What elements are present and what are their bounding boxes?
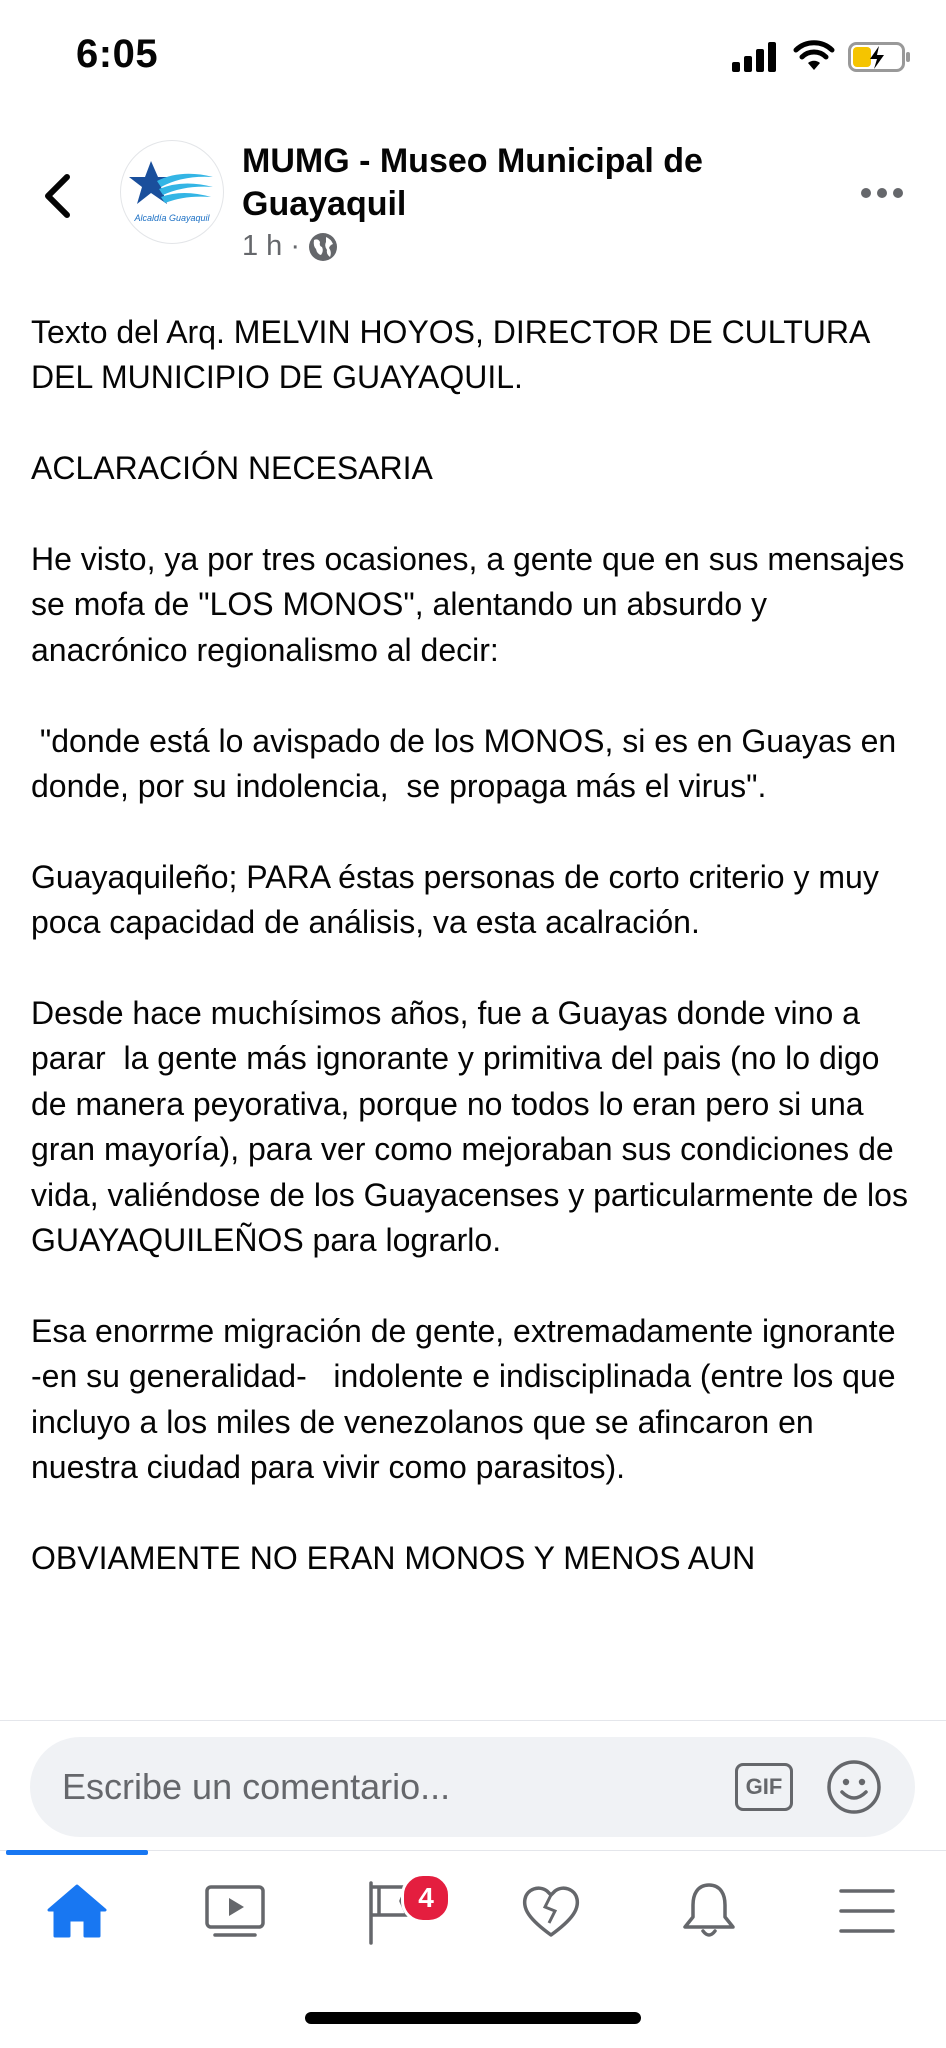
status-bar — [0, 0, 946, 110]
post-time[interactable]: 1 h — [242, 230, 283, 262]
status-time: 6:05 — [76, 32, 159, 76]
tab-home[interactable] — [27, 1871, 127, 1951]
post-paragraph: "donde está lo avispado de los MONOS, si es en Guayas en donde, por su indolencia, se propaga más el virus". — [31, 722, 906, 805]
post-paragraph: OBVIAMENTE NO ERAN MONOS Y MENOS AUN — [31, 1539, 756, 1576]
post-paragraph: Texto del Arq. MELVIN HOYOS, DIRECTOR DE CULTURA DEL MUNICIPIO DE GUAYAQUIL. — [31, 314, 878, 396]
post-paragraph: Esa enorrme migración de gente, extremadamente ignorante -en su generalidad- indolente e indisciplinada (entre los que incluyo a los miles de venezolanos que se afincaron en nuestra ciudad para vivir como parasitos). — [31, 1312, 914, 1486]
post-header — [0, 130, 946, 280]
post-paragraph: Guayaquileño; PARA éstas personas de corto criterio y muy poca capacidad de análisis, va esta acalración. — [31, 858, 888, 941]
hamburger-menu-icon — [837, 1886, 897, 1936]
bell-icon — [677, 1879, 741, 1943]
back-button[interactable] — [32, 166, 82, 226]
home-indicator[interactable] — [305, 2012, 641, 2024]
post-meta — [242, 230, 338, 263]
gif-button[interactable]: GIF — [735, 1763, 793, 1811]
video-icon — [203, 1883, 267, 1939]
tab-watch[interactable] — [185, 1871, 285, 1951]
post-body — [31, 310, 917, 1715]
active-tab-indicator — [6, 1850, 148, 1855]
tab-pages[interactable] — [343, 1871, 443, 1951]
alcaldia-guayaquil-logo — [121, 141, 223, 243]
tab-menu[interactable] — [817, 1871, 917, 1951]
meta-separator: · — [290, 230, 300, 262]
tab-bar — [0, 1850, 946, 2001]
battery-charging-icon — [848, 42, 912, 72]
notification-badge: 4 — [401, 1873, 451, 1923]
cellular-signal-icon — [732, 42, 780, 72]
page-avatar[interactable] — [120, 140, 224, 244]
tab-dating[interactable] — [501, 1871, 601, 1951]
globe-icon — [308, 232, 338, 262]
avatar-logo-text: Alcaldía Guayaquil — [134, 213, 210, 223]
post-paragraph: ACLARACIÓN NECESARIA — [31, 450, 433, 487]
more-dots-icon — [860, 187, 904, 199]
chevron-left-icon — [42, 173, 72, 219]
emoji-icon[interactable] — [826, 1759, 882, 1815]
home-icon — [45, 1882, 109, 1940]
page-name[interactable]: MUMG - Museo Municipal de Guayaquil — [242, 142, 703, 223]
more-options-button[interactable] — [852, 178, 912, 208]
heart-icon — [519, 1881, 583, 1941]
comment-bar — [0, 1720, 946, 1851]
post-paragraph: He visto, ya por tres ocasiones, a gente que en sus mensajes se mofa de "LOS MONOS", alentando un absurdo y anacrónico regionalismo al decir: — [31, 541, 914, 668]
wifi-icon — [794, 42, 834, 72]
post-paragraph: Desde hace muchísimos años, fue a Guayas donde vino a parar la gente más ignorante y primitiva del pais (no lo digo de manera peyorativa, porque no todos lo eran pero si una gran mayoría), para ver como mejoraban sus condiciones de vida, valiéndose de los Guayacenses y particularmente de los GUAYAQUILEÑOS para lograrlo. — [31, 995, 917, 1259]
status-icons — [732, 42, 912, 72]
tab-notifications[interactable] — [659, 1871, 759, 1951]
